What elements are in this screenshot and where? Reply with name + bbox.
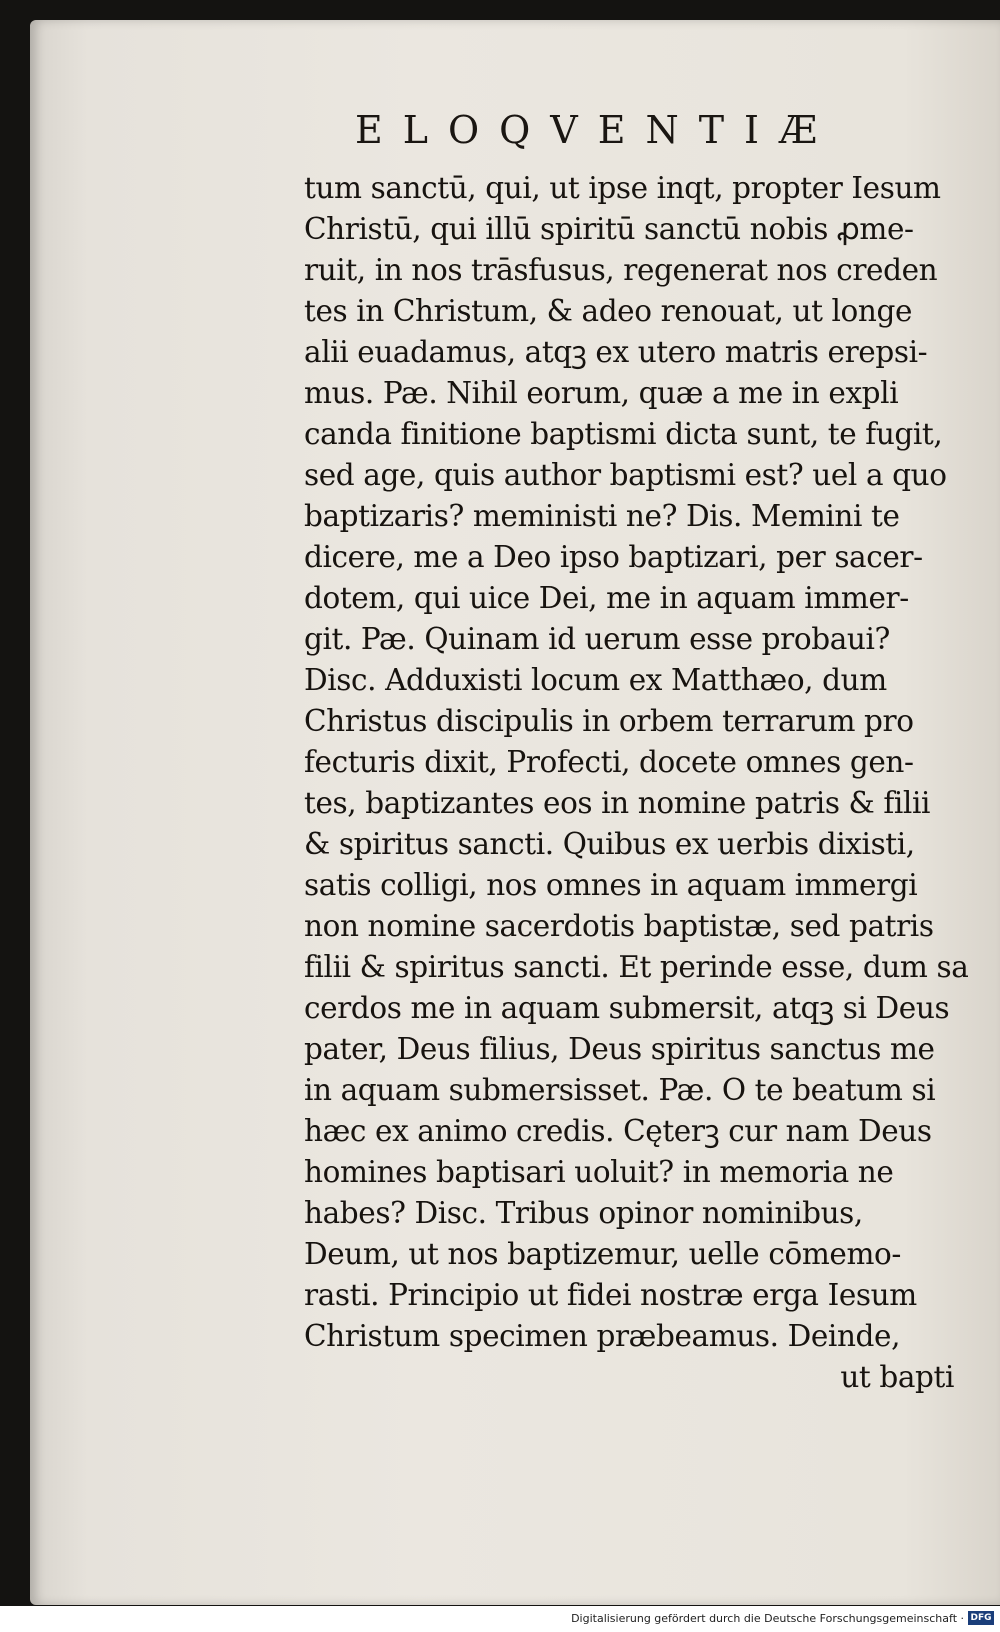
- text-line: baptizaris? meministi ne? Dis. Memini te: [304, 499, 900, 533]
- text-line: rasti. Principio ut fidei nostræ erga Iesum: [304, 1278, 917, 1312]
- text-line: cerdos me in aquam submersit, atqꝫ si Deus: [304, 991, 950, 1025]
- text-line: Christū, qui illū spiritū sanctū nobis ꝓme-: [304, 212, 914, 246]
- text-line: canda finitione baptismi dicta sunt, te fugit,: [304, 417, 943, 451]
- catchword: ut bapti: [840, 1360, 954, 1394]
- text-line: sed age, quis author baptismi est? uel a quo: [304, 458, 947, 492]
- text-line: in aquam submersisset. Pæ. O te beatum si: [304, 1073, 936, 1107]
- text-line: tes, baptizantes eos in nomine patris & filii: [304, 786, 931, 820]
- text-line: hæc ex animo credis. Cęterꝫ cur nam Deus: [304, 1114, 932, 1148]
- running-head: ELOQVENTIÆ: [355, 108, 838, 152]
- text-line: tum sanctū, qui, ut ipse inqt, propter Iesum: [304, 171, 941, 205]
- text-line: satis colligi, nos omnes in aquam immergi: [304, 868, 918, 902]
- text-line: filii & spiritus sancti. Et perinde esse, dum sa: [304, 950, 969, 984]
- dfg-logo: DFG: [968, 1611, 994, 1625]
- text-line: Disc. Adduxisti locum ex Matthæo, dum: [304, 663, 887, 697]
- text-line: pater, Deus filius, Deus spiritus sanctus me: [304, 1032, 935, 1066]
- text-line: homines baptisari uoluit? in memoria ne: [304, 1155, 894, 1189]
- text-line: dicere, me a Deo ipso baptizari, per sacer-: [304, 540, 923, 574]
- digitization-footer: [0, 1606, 1000, 1632]
- text-line: & spiritus sancti. Quibus ex uerbis dixisti,: [304, 827, 915, 861]
- text-line: Christus discipulis in orbem terrarum pro: [304, 704, 914, 738]
- body-text: [304, 168, 984, 1398]
- footer-credit: Digitalisierung gefördert durch die Deutsche Forschungsgemeinschaft ·: [571, 1612, 964, 1625]
- text-line: mus. Pæ. Nihil eorum, quæ a me in expli: [304, 376, 899, 410]
- text-line: tes in Christum, & adeo renouat, ut longe: [304, 294, 913, 328]
- text-line: dotem, qui uice Dei, me in aquam immer-: [304, 581, 909, 615]
- text-line: git. Pæ. Quinam id uerum esse probaui?: [304, 622, 890, 656]
- text-line: Deum, ut nos baptizemur, uelle cōmemo-: [304, 1237, 901, 1271]
- text-line: non nomine sacerdotis baptistæ, sed patris: [304, 909, 934, 943]
- text-line: alii euadamus, atqꝫ ex utero matris erepsi-: [304, 335, 928, 369]
- text-line: habes? Disc. Tribus opinor nominibus,: [304, 1196, 863, 1230]
- text-line: Christum specimen præbeamus. Deinde,: [304, 1319, 901, 1353]
- text-line: ruit, in nos trāsfusus, regenerat nos creden: [304, 253, 938, 287]
- text-line: fecturis dixit, Profecti, docete omnes gen-: [304, 745, 914, 779]
